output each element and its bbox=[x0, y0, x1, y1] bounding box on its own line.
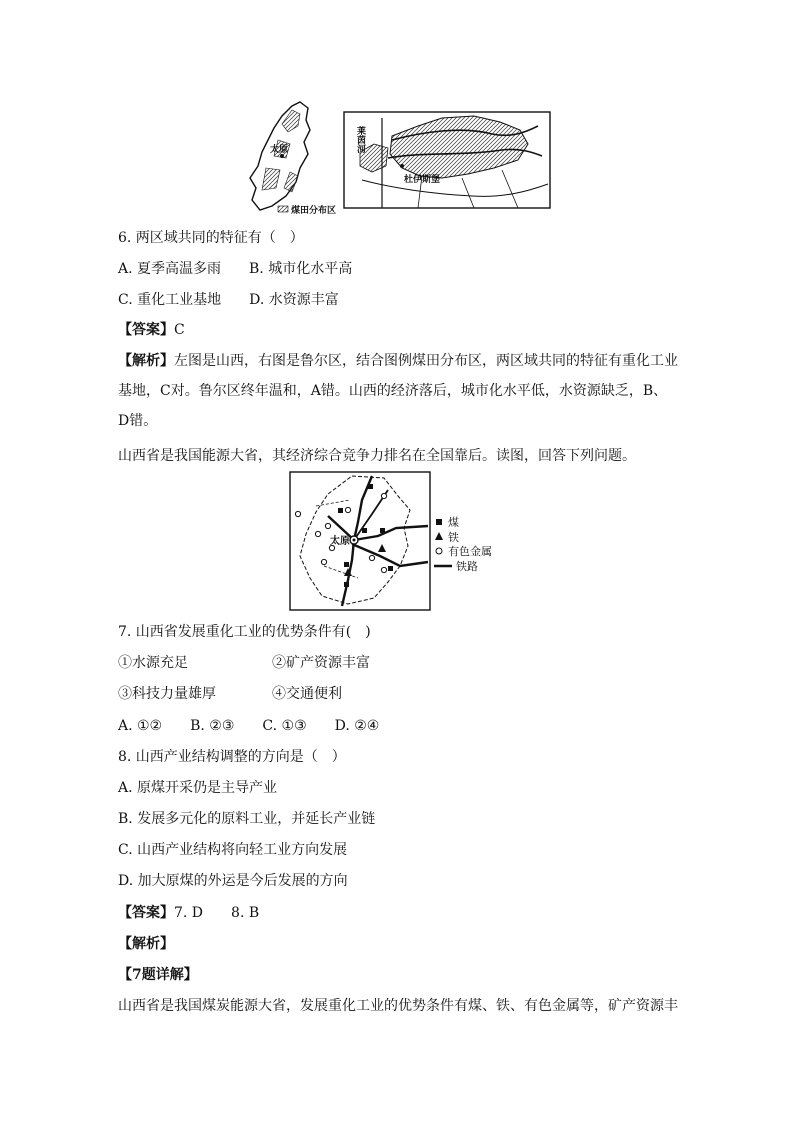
shanxi-city-label: 太原 bbox=[270, 145, 289, 155]
legend-nonferrous: 有色金属 bbox=[448, 545, 492, 558]
q7-8-analysis-label: 【解析】 bbox=[118, 936, 174, 952]
q8-option-a: A. 原煤开采仍是主导产业 bbox=[118, 780, 278, 796]
ruhr-river-label: 莱茵河 bbox=[355, 126, 365, 153]
legend-iron: 铁 bbox=[448, 531, 459, 544]
resources-svg bbox=[288, 470, 518, 614]
coal-symbol bbox=[436, 519, 442, 525]
answer-label: 【答案】 bbox=[118, 322, 174, 338]
q8-option-d: D. 加大原煤的外运是今后发展的方向 bbox=[118, 873, 348, 889]
q7-item-3: ③科技力量雄厚 bbox=[118, 686, 216, 702]
legend-coal: 煤 bbox=[448, 516, 459, 529]
iron-symbol bbox=[435, 532, 443, 540]
shanxi-map bbox=[250, 102, 336, 216]
q7-detail-text: 山西省是我国煤炭能源大省，发展重化工业的优势条件有煤、铁、有色金属等，矿产资源丰 bbox=[118, 998, 678, 1014]
taiyuan-label: 太原 bbox=[330, 536, 350, 547]
q7-item-1: ①水源充足 bbox=[118, 655, 188, 671]
q8-option-c: C. 山西产业结构将向轻工业方向发展 bbox=[118, 842, 348, 858]
q6-options-row2: C. 重化工业基地 D. 水资源丰富 bbox=[118, 292, 339, 308]
ruhr-city-label: 杜伊斯堡 bbox=[404, 175, 441, 185]
q6-analysis bbox=[118, 346, 678, 436]
figure-shanxi-ruhr-maps bbox=[242, 96, 556, 218]
answer-value: C bbox=[174, 322, 185, 338]
q7-stem: 7. 山西省发展重化工业的优势条件有( ) bbox=[118, 624, 371, 640]
nonferrous-symbol bbox=[436, 548, 442, 554]
maps-svg bbox=[242, 96, 556, 218]
q6-stem: 6. 两区域共同的特征有（ ） bbox=[118, 230, 304, 246]
figure-shanxi-resources-map bbox=[288, 470, 518, 614]
legend-railway: 铁路 bbox=[456, 560, 478, 573]
q7-8-answer bbox=[118, 903, 259, 923]
resources-legend bbox=[434, 515, 492, 573]
q8-option-b: B. 发展多元化的原料工业，并延长产业链 bbox=[118, 811, 376, 827]
answer-value: 7. D 8. B bbox=[174, 905, 260, 921]
answer-label: 【答案】 bbox=[118, 905, 174, 921]
analysis-label: 【解析】 bbox=[118, 353, 174, 369]
q7-detail-label: 【7题详解】 bbox=[118, 967, 198, 983]
q6-answer bbox=[118, 320, 185, 340]
q7-options: A. ①② B. ②③ C. ①③ D. ②④ bbox=[118, 718, 380, 734]
q6-options-row1: A. 夏季高温多雨 B. 城市化水平高 bbox=[118, 261, 353, 277]
analysis-text: 左图是山西，右图是鲁尔区，结合图例煤田分布区，两区域共同的特征有重化工业基地，C对。鲁尔区终年温和，A错。山西的经济落后，城市化水平低，水资源缺乏，B、D错。 bbox=[118, 353, 678, 429]
q7-8-intro: 山西省是我国能源大省，其经济综合竞争力排名在全国靠后。读图，回答下列问题。 bbox=[118, 448, 636, 464]
q7-item-2: ②矿产资源丰富 bbox=[272, 655, 370, 671]
ruhr-map bbox=[344, 112, 550, 208]
q7-item-4: ④交通便利 bbox=[272, 686, 342, 702]
coalfield-legend-swatch bbox=[278, 206, 288, 212]
coalfield-legend-label: 煤田分布区 bbox=[291, 206, 337, 216]
q8-stem: 8. 山西产业结构调整的方向是（ ） bbox=[118, 749, 346, 765]
